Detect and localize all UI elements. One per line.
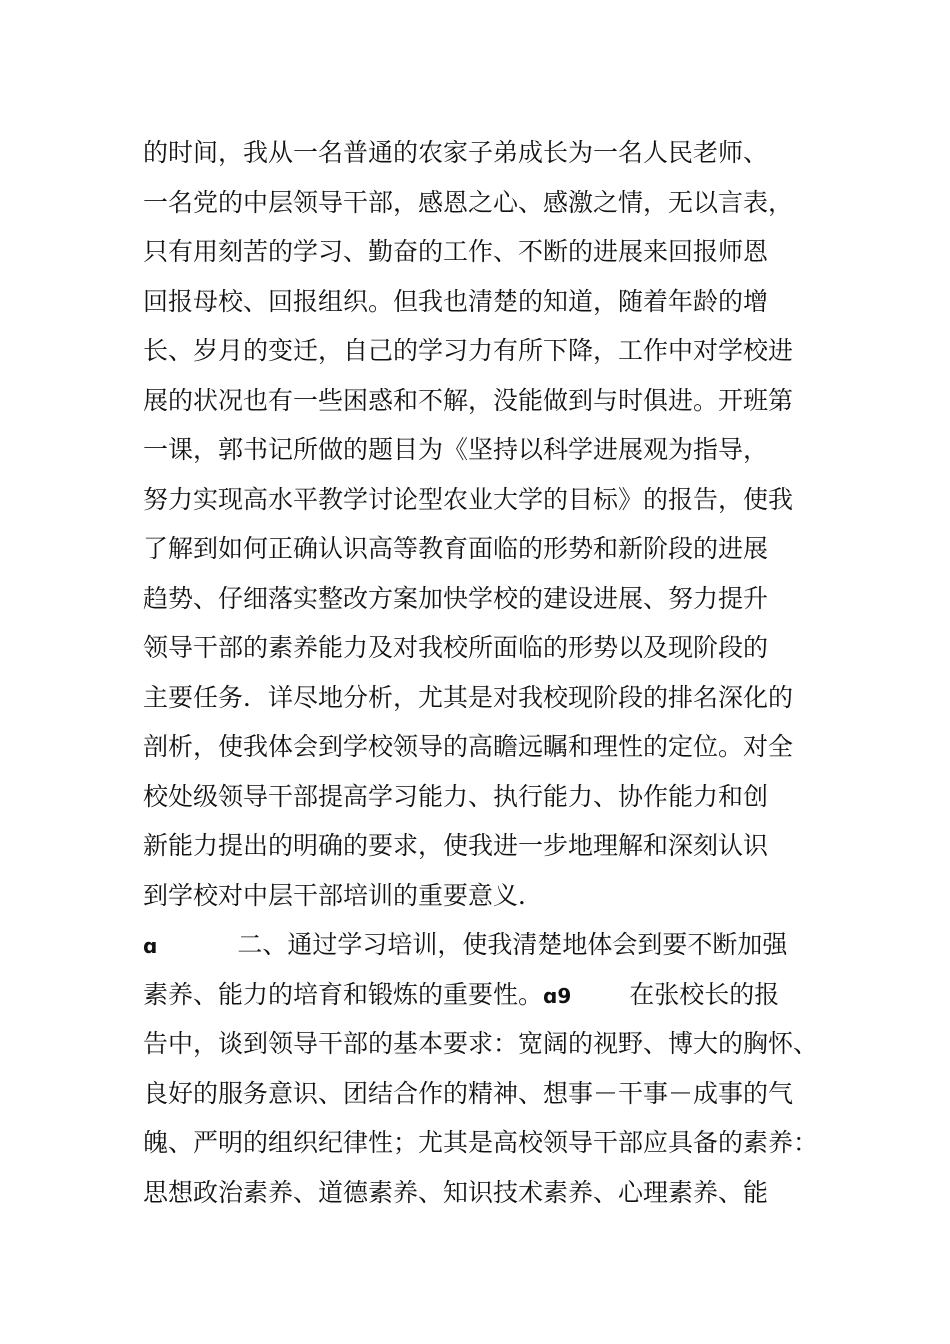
text-line: 剖析，使我体会到学校领导的高瞻远瞩和理性的定位。对全 [143, 732, 794, 761]
text-line: 趋势、仔细落实整改方案加快学校的建设进展、努力提升 [143, 583, 769, 613]
section-two-heading-line [143, 920, 823, 970]
paragraph-mark: ɑ9 [543, 983, 572, 1008]
section-two-heading: 二、通过学习培训，使我清楚地体会到要不断加强 [237, 930, 788, 959]
text-line: 校处级领导干部提高学习能力、执行能力、协作能力和创 [143, 781, 769, 811]
text-line: 良好的服务意识、团结合作的精神、想事－干事－成事的气 [143, 1078, 794, 1108]
text-line: 一课，郭书记所做的题目为《坚持以科学进展观为指导， [143, 435, 769, 464]
text-line: 领导干部的素养能力及对我校所面临的形势以及现阶段的 [143, 633, 769, 662]
section-two-second-line [143, 970, 823, 1020]
text-line: 努力实现高水平教学讨论型农业大学的目标》的报告，使我 [143, 484, 794, 514]
text-line: 只有用刻苦的学习、勤奋的工作、不断的进展来回报师恩 [143, 237, 769, 266]
paragraph-mark: ɑ [143, 934, 158, 958]
text-line: 回报母校、回报组织。但我也清楚的知道，随着年龄的增 [143, 286, 769, 316]
text-line: 的时间，我从一名普通的农家子弟成长为一名人民老师、 [143, 138, 769, 167]
text-line: 长、岁月的变迁，自己的学习力有所下降，工作中对学校进 [143, 336, 794, 365]
section-two-text-start: 素养、能力的培育和锻炼的重要性。 [143, 979, 544, 1009]
text-line: 思想政治素养、道德素养、知识技术素养、心理素养、能 [143, 1177, 769, 1207]
text-line: 到学校对中层干部培训的重要意义． [143, 880, 544, 910]
text-line: 展的状况也有一些困惑和不解，没能做到与时俱进。开班第 [143, 385, 794, 415]
text-line: 主要任务．详尽地分析，尤其是对我校现阶段的排名深化的 [143, 682, 794, 712]
section-two-text-end: 在张校长的报 [629, 979, 780, 1009]
body-text [143, 128, 823, 1217]
text-line: 告中，谈到领导干部的基本要求：宽阔的视野、博大的胸怀、 [143, 1029, 819, 1058]
text-line: 一名党的中层领导干部，感恩之心、感激之情，无以言表， [143, 187, 794, 217]
text-line: 了解到如何正确认识高等教育面临的形势和新阶段的进展 [143, 534, 769, 563]
text-line: 新能力提出的明确的要求，使我进一步地理解和深刻认识 [143, 831, 769, 860]
text-line: 魄、严明的组织纪律性；尤其是高校领导干部应具备的素养： [143, 1128, 819, 1157]
